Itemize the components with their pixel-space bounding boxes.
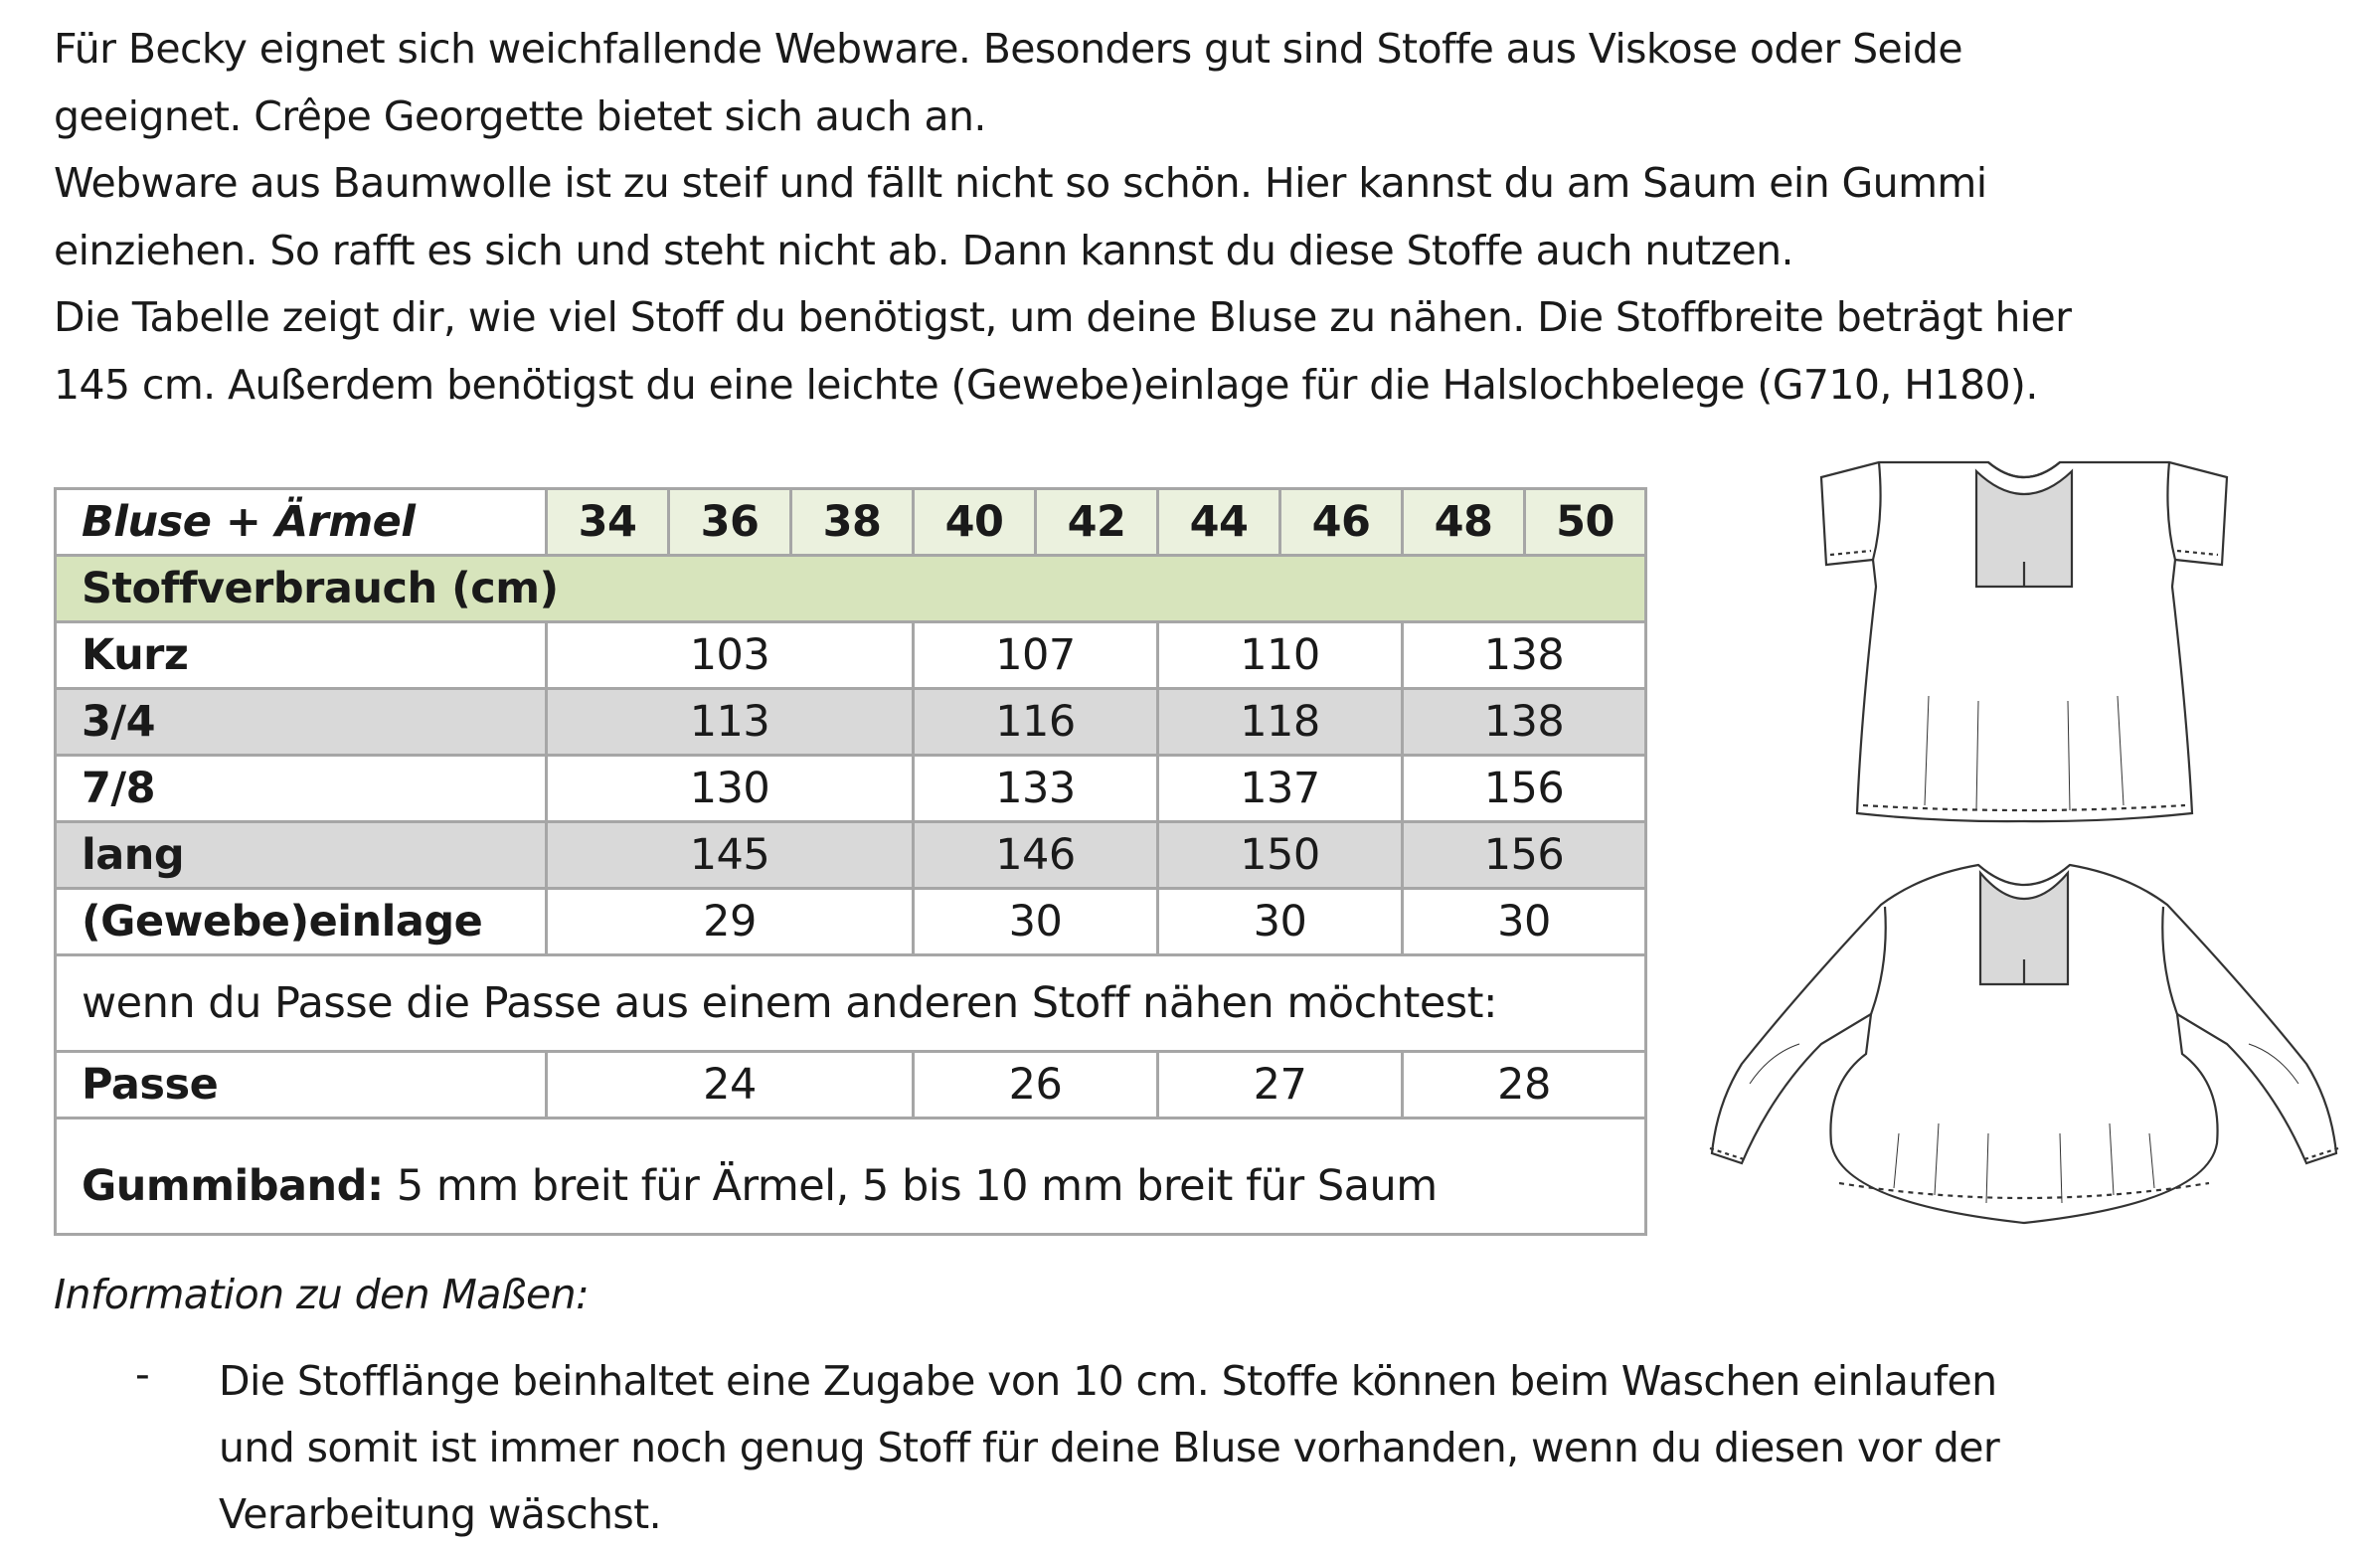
table-row (56, 756, 1646, 822)
value-cell: 30 (1158, 889, 1403, 955)
value-cell: 145 (547, 822, 914, 889)
size-cell: 34 (547, 489, 669, 556)
short-sleeve-blouse-drawing (1821, 462, 2227, 821)
intro-line: Für Becky eignet sich weichfallende Webware. Besonders gut sind Stoffe aus Viskose oder Seide (54, 25, 1962, 73)
value-cell: 28 (1403, 1052, 1646, 1119)
value-cell: 150 (1158, 822, 1403, 889)
value-cell: 113 (547, 689, 914, 756)
row-label: Kurz (56, 622, 547, 689)
passe-note: wenn du Passe die Passe aus einem anderen Stoff nähen möchtest: (56, 955, 1646, 1052)
intro-line: einziehen. So rafft es sich und steht nicht ab. Dann kannst du diese Stoffe auch nutzen. (54, 226, 1793, 274)
value-cell: 26 (914, 1052, 1158, 1119)
intro-line: 145 cm. Außerdem benötigst du eine leichte (Gewebe)einlage für die Halslochbelege (G710, H180). (54, 360, 2038, 409)
gummi-text: 5 mm breit für Ärmel, 5 bis 10 mm breit für Saum (383, 1161, 1438, 1211)
table-row (56, 689, 1646, 756)
value-cell: 138 (1403, 689, 1646, 756)
value-cell: 30 (914, 889, 1158, 955)
intro-line: Webware aus Baumwolle ist zu steif und fällt nicht so schön. Hier kannst du am Saum ein Gummi (54, 159, 1987, 207)
value-cell: 107 (914, 622, 1158, 689)
gummi-cell (56, 1119, 1646, 1235)
value-cell: 24 (547, 1052, 914, 1119)
intro-line: geeignet. Crêpe Georgette bietet sich auch an. (54, 91, 986, 140)
row-label: lang (56, 822, 547, 889)
value-cell: 30 (1403, 889, 1646, 955)
value-cell: 156 (1403, 822, 1646, 889)
row-label: 7/8 (56, 756, 547, 822)
size-cell: 36 (669, 489, 791, 556)
size-cell: 50 (1525, 489, 1646, 556)
bullet-marker: - (135, 1350, 150, 1398)
row-label: Passe (56, 1052, 547, 1119)
gummi-label: Gummiband: (82, 1161, 384, 1211)
section-row (56, 556, 1646, 622)
long-sleeve-blouse-drawing (1710, 865, 2338, 1223)
section-label: Stoffverbrauch (cm) (56, 556, 1646, 622)
value-cell: 133 (914, 756, 1158, 822)
info-line: Die Stofflänge beinhaltet eine Zugabe von 10 cm. Stoffe können beim Waschen einlaufen (219, 1357, 1997, 1405)
value-cell: 29 (547, 889, 914, 955)
intro-line: Die Tabelle zeigt dir, wie viel Stoff du benötigst, um deine Bluse zu nähen. Die Stoffbreite beträgt hier (54, 293, 2072, 341)
row-label: (Gewebe)einlage (56, 889, 547, 955)
size-header-row (56, 489, 1646, 556)
value-cell: 27 (1158, 1052, 1403, 1119)
value-cell: 118 (1158, 689, 1403, 756)
fabric-table (54, 487, 1647, 1236)
value-cell: 130 (547, 756, 914, 822)
table-row (56, 1052, 1646, 1119)
value-cell: 116 (914, 689, 1158, 756)
gummi-row (56, 1119, 1646, 1235)
size-cell: 48 (1403, 489, 1525, 556)
table-row (56, 622, 1646, 689)
size-cell: 46 (1280, 489, 1403, 556)
info-line: Verarbeitung wäschst. (219, 1490, 662, 1538)
value-cell: 146 (914, 822, 1158, 889)
intro-text (54, 16, 2141, 419)
size-cell: 38 (791, 489, 914, 556)
note-row (56, 955, 1646, 1052)
value-cell: 137 (1158, 756, 1403, 822)
corner-label: Bluse + Ärmel (56, 489, 547, 556)
table-row (56, 822, 1646, 889)
value-cell: 156 (1403, 756, 1646, 822)
size-cell: 44 (1158, 489, 1280, 556)
size-cell: 40 (914, 489, 1036, 556)
value-cell: 110 (1158, 622, 1403, 689)
info-bullet-text (219, 1348, 2167, 1548)
table-row (56, 889, 1646, 955)
value-cell: 138 (1403, 622, 1646, 689)
row-label: 3/4 (56, 689, 547, 756)
value-cell: 103 (547, 622, 914, 689)
size-cell: 42 (1036, 489, 1158, 556)
info-title: Information zu den Maßen: (54, 1271, 590, 1318)
blouse-illustration (1690, 447, 2376, 1243)
info-line: und somit ist immer noch genug Stoff für deine Bluse vorhanden, wenn du diesen vor der (219, 1424, 2000, 1471)
